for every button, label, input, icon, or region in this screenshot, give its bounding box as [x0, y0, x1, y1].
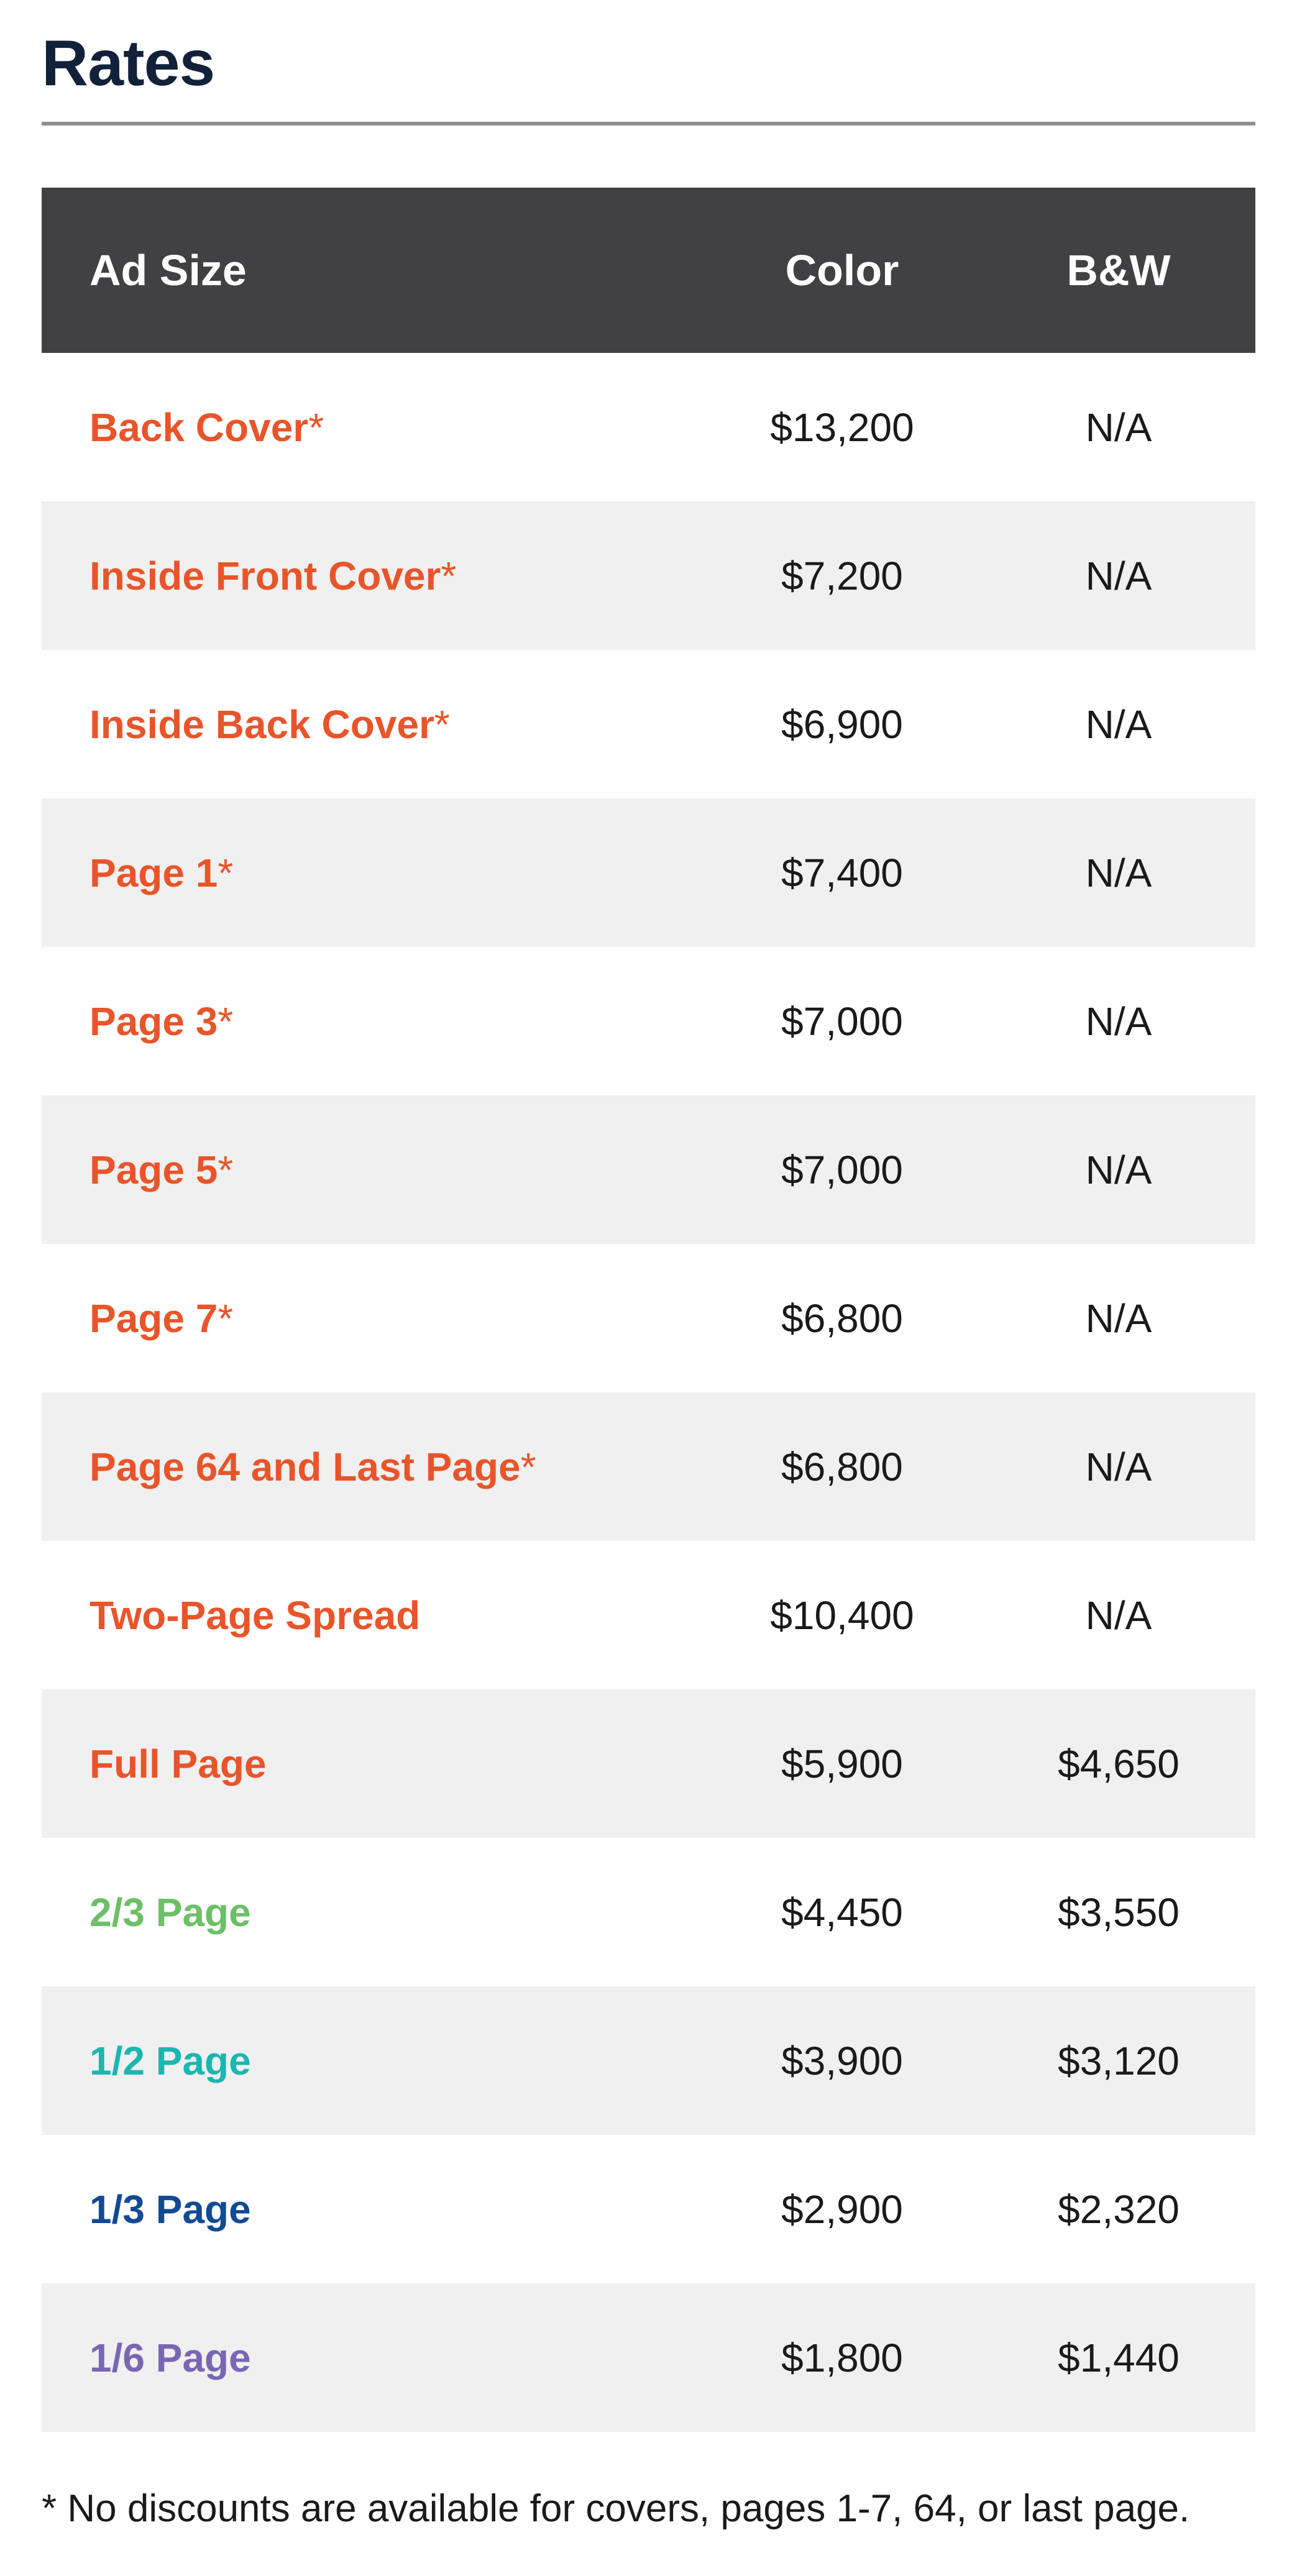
color-price-cell: $7,000 — [781, 998, 903, 1044]
ad-size-label: Page 5 — [89, 1147, 218, 1192]
color-price-cell: $7,200 — [781, 553, 903, 598]
bw-price-cell: N/A — [1085, 404, 1152, 450]
ad-size-cell — [42, 1741, 702, 1787]
asterisk-marker: * — [218, 1147, 234, 1192]
bw-price-cell: N/A — [1085, 553, 1152, 598]
table-row — [42, 1838, 1255, 1986]
table-row — [42, 2283, 1255, 2432]
color-price-cell: $6,800 — [781, 1295, 903, 1341]
ad-size-label: Full Page — [89, 1741, 267, 1786]
ad-size-cell — [42, 2335, 702, 2381]
bw-price-cell: N/A — [1085, 1295, 1152, 1341]
bw-price-cell: $4,650 — [1058, 1741, 1180, 1786]
table-row — [42, 1095, 1255, 1244]
table-row — [42, 1689, 1255, 1838]
ad-size-label: Two-Page Spread — [89, 1592, 421, 1638]
ad-size-cell — [42, 850, 702, 896]
header-bw: B&W — [1066, 246, 1171, 295]
ad-size-label: Inside Back Cover — [89, 701, 434, 747]
table-row — [42, 1541, 1255, 1689]
ad-size-label: Page 64 and Last Page — [89, 1444, 521, 1489]
ad-size-label: 2/3 Page — [89, 1889, 251, 1935]
bw-price-cell: $1,440 — [1058, 2335, 1180, 2380]
bw-price-cell: N/A — [1085, 701, 1152, 747]
table-body — [42, 353, 1255, 2432]
table-row — [42, 501, 1255, 650]
ad-size-cell — [42, 1889, 702, 1935]
bw-price-cell: $3,120 — [1058, 2038, 1180, 2083]
asterisk-marker: * — [218, 1295, 234, 1341]
color-price-cell: $6,900 — [781, 701, 903, 747]
title-divider — [42, 122, 1255, 126]
table-row — [42, 1392, 1255, 1541]
bw-price-cell: N/A — [1085, 1444, 1152, 1489]
ad-size-label: Page 1 — [89, 850, 218, 895]
table-row — [42, 353, 1255, 501]
table-row — [42, 650, 1255, 798]
table-row — [42, 1986, 1255, 2135]
color-price-cell: $2,900 — [781, 2186, 903, 2232]
color-price-cell: $13,200 — [770, 404, 914, 450]
ad-size-label: 1/3 Page — [89, 2186, 251, 2232]
ad-size-cell — [42, 701, 702, 747]
color-price-cell: $3,900 — [781, 2038, 903, 2083]
color-price-cell: $1,800 — [781, 2335, 903, 2380]
table-row — [42, 2135, 1255, 2283]
table-row — [42, 1244, 1255, 1392]
ad-size-label: Back Cover — [89, 404, 309, 450]
color-price-cell: $5,900 — [781, 1741, 903, 1786]
bw-price-cell: $3,550 — [1058, 1889, 1180, 1935]
ad-size-cell — [42, 404, 702, 450]
header-ad-size: Ad Size — [89, 246, 247, 295]
rates-table — [42, 188, 1255, 2432]
ad-size-cell — [42, 2038, 702, 2084]
asterisk-marker: * — [520, 1444, 536, 1489]
bw-price-cell: N/A — [1085, 1592, 1152, 1638]
color-price-cell: $7,000 — [781, 1147, 903, 1192]
color-price-cell: $10,400 — [770, 1592, 914, 1638]
table-header-row — [42, 188, 1255, 353]
table-row — [42, 798, 1255, 947]
ad-size-label: Page 3 — [89, 998, 218, 1044]
bw-price-cell: $2,320 — [1058, 2186, 1180, 2232]
color-price-cell: $4,450 — [781, 1889, 903, 1935]
asterisk-marker: * — [218, 850, 234, 895]
ad-size-label: Page 7 — [89, 1295, 218, 1341]
ad-size-cell — [42, 1147, 702, 1193]
asterisk-marker: * — [434, 701, 450, 747]
page-title: Rates — [42, 27, 215, 99]
bw-price-cell: N/A — [1085, 1147, 1152, 1192]
asterisk-marker: * — [218, 998, 234, 1044]
asterisk-marker: * — [441, 553, 457, 598]
ad-size-cell — [42, 2186, 702, 2232]
ad-size-label: 1/2 Page — [89, 2038, 251, 2083]
ad-size-cell — [42, 1295, 702, 1341]
color-price-cell: $6,800 — [781, 1444, 903, 1489]
ad-size-cell — [42, 1444, 702, 1490]
bw-price-cell: N/A — [1085, 998, 1152, 1044]
asterisk-marker: * — [308, 404, 324, 450]
ad-size-cell — [42, 1592, 702, 1638]
ad-size-label: Inside Front Cover — [89, 553, 441, 598]
footnote: * No discounts are available for covers, pages 1-7, 64, or last page. — [42, 2487, 1190, 2530]
color-price-cell: $7,400 — [781, 850, 903, 895]
table-row — [42, 947, 1255, 1095]
ad-size-cell — [42, 553, 702, 599]
ad-size-cell — [42, 998, 702, 1044]
rates-page — [42, 0, 1255, 2530]
header-color: Color — [785, 246, 899, 295]
bw-price-cell: N/A — [1085, 850, 1152, 895]
ad-size-label: 1/6 Page — [89, 2335, 251, 2380]
